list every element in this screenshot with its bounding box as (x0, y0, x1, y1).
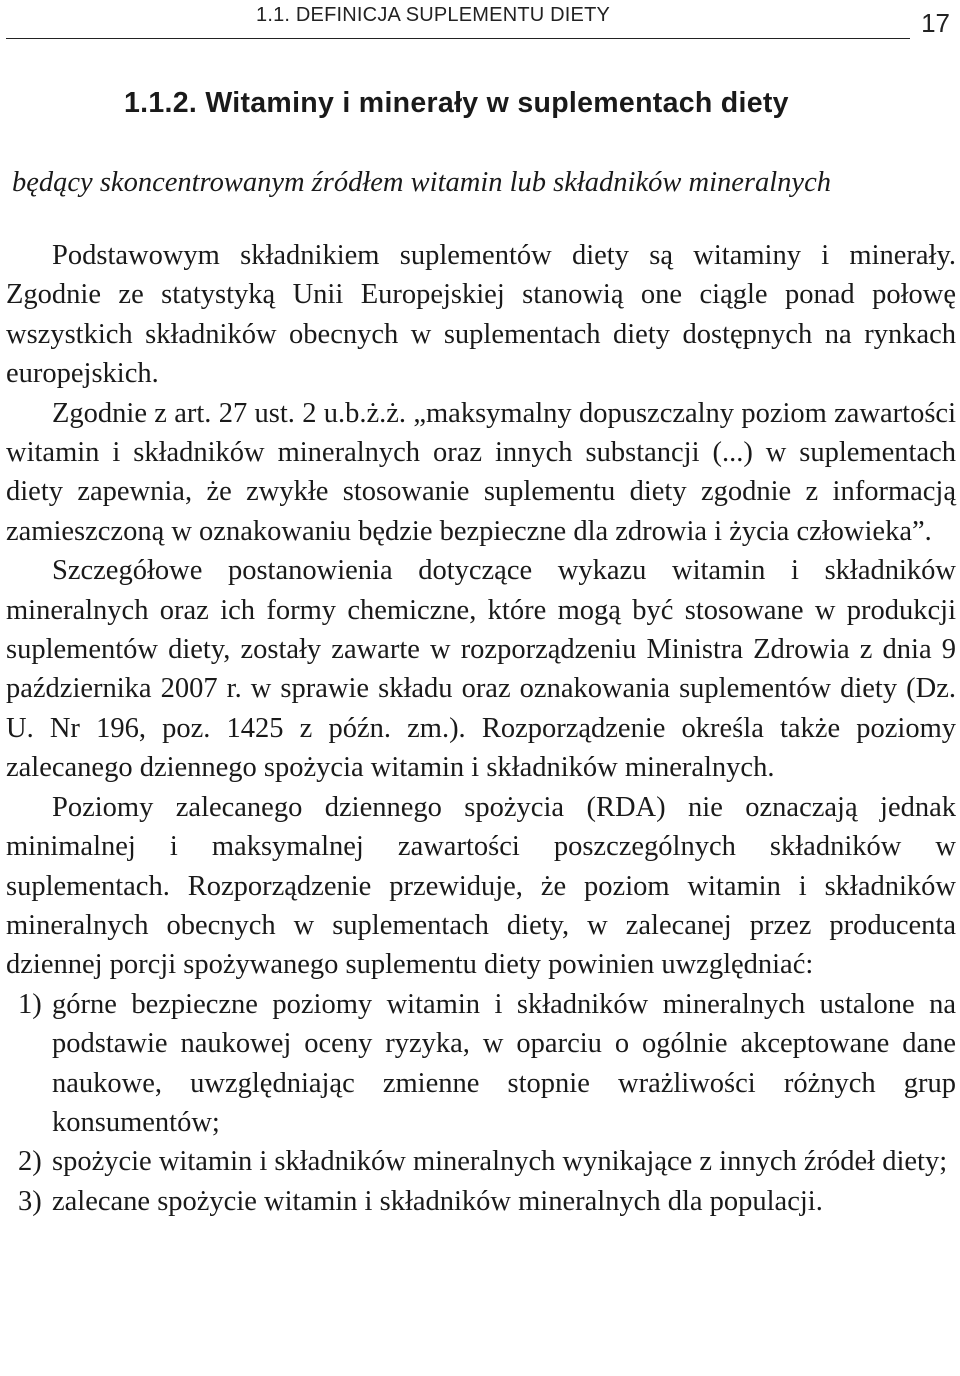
list-item-text: zalecane spożycie witamin i składników mineralnych dla populacji. (52, 1185, 823, 1217)
list-item (6, 1182, 956, 1221)
paragraph: Zgodnie z art. 27 ust. 2 u.b.ż.ż. „maksymalny dopuszczalny poziom zawartości witamin i składników mineralnych oraz innych substancji (...) w suplementach diety zapewnia, że zwykłe stosowanie suplementu diety zgodnie z informacją zamieszczoną w oznakowaniu będzie bezpieczne dla zdrowia i życia człowieka”. (6, 397, 956, 547)
running-title: 1.1. DEFINICJA SUPLEMENTU DIETY (256, 4, 611, 26)
list-item-number: 2) (18, 1146, 42, 1178)
section-heading: 1.1.2. Witaminy i minerały w suplementach diety (124, 87, 789, 119)
list-item (6, 985, 956, 1143)
running-header (6, 0, 950, 39)
paragraph: Poziomy zalecanego dziennego spożycia (RDA) nie oznaczają jednak minimalnej i maksymalnej zawartości poszczególnych składników w suplementach. Rozporządzenie przewiduje, że poziom witamin i składników mineralnych obecnych w suplementach diety, w zalecanej przez producenta dziennej porcji spożywanego suplementu diety powinien uwzględniać: (6, 791, 956, 981)
paragraph: Szczegółowe postanowienia dotyczące wykazu witamin i składników mineralnych oraz ich formy chemiczne, które mogą być stosowane w produkcji suplementów diety, zostały zawarte w rozporządzeniu Ministra Zdrowia z dnia 9 października 2007 r. w sprawie składu oraz oznakowania suplementów diety (Dz. U. Nr 196, poz. 1425 z późn. zm.). Rozporządzenie określa także poziomy zalecanego dziennego spożycia witamin i składników mineralnych. (6, 555, 956, 784)
list-item (6, 1142, 956, 1181)
list-item-number: 3) (18, 1185, 42, 1217)
list-item-number: 1) (18, 988, 42, 1020)
body-text (6, 236, 956, 1221)
list-item-text: spożycie witamin i składników mineralnych wynikające z innych źródeł diety; (52, 1146, 948, 1178)
page-number: 17 (921, 8, 950, 38)
list-item-text: górne bezpieczne poziomy witamin i składników mineralnych ustalone na podstawie naukowej oceny ryzyka, w oparciu o ogólnie akceptowane dane naukowe, uwzględniając zmienne stopnie wrażliwości różnych grup konsumentów; (52, 988, 956, 1138)
paragraph: Podstawowym składnikiem suplementów diety są witaminy i minerały. Zgodnie ze statystyką Unii Europejskiej stanowią one ciągle ponad połowę wszystkich składników obecnych w suplementach diety dostępnych na rynkach europejskich. (6, 240, 956, 390)
section-subtitle: będący skoncentrowanym źródłem witamin lub składników mineralnych (12, 167, 831, 198)
numbered-list (6, 985, 956, 1221)
